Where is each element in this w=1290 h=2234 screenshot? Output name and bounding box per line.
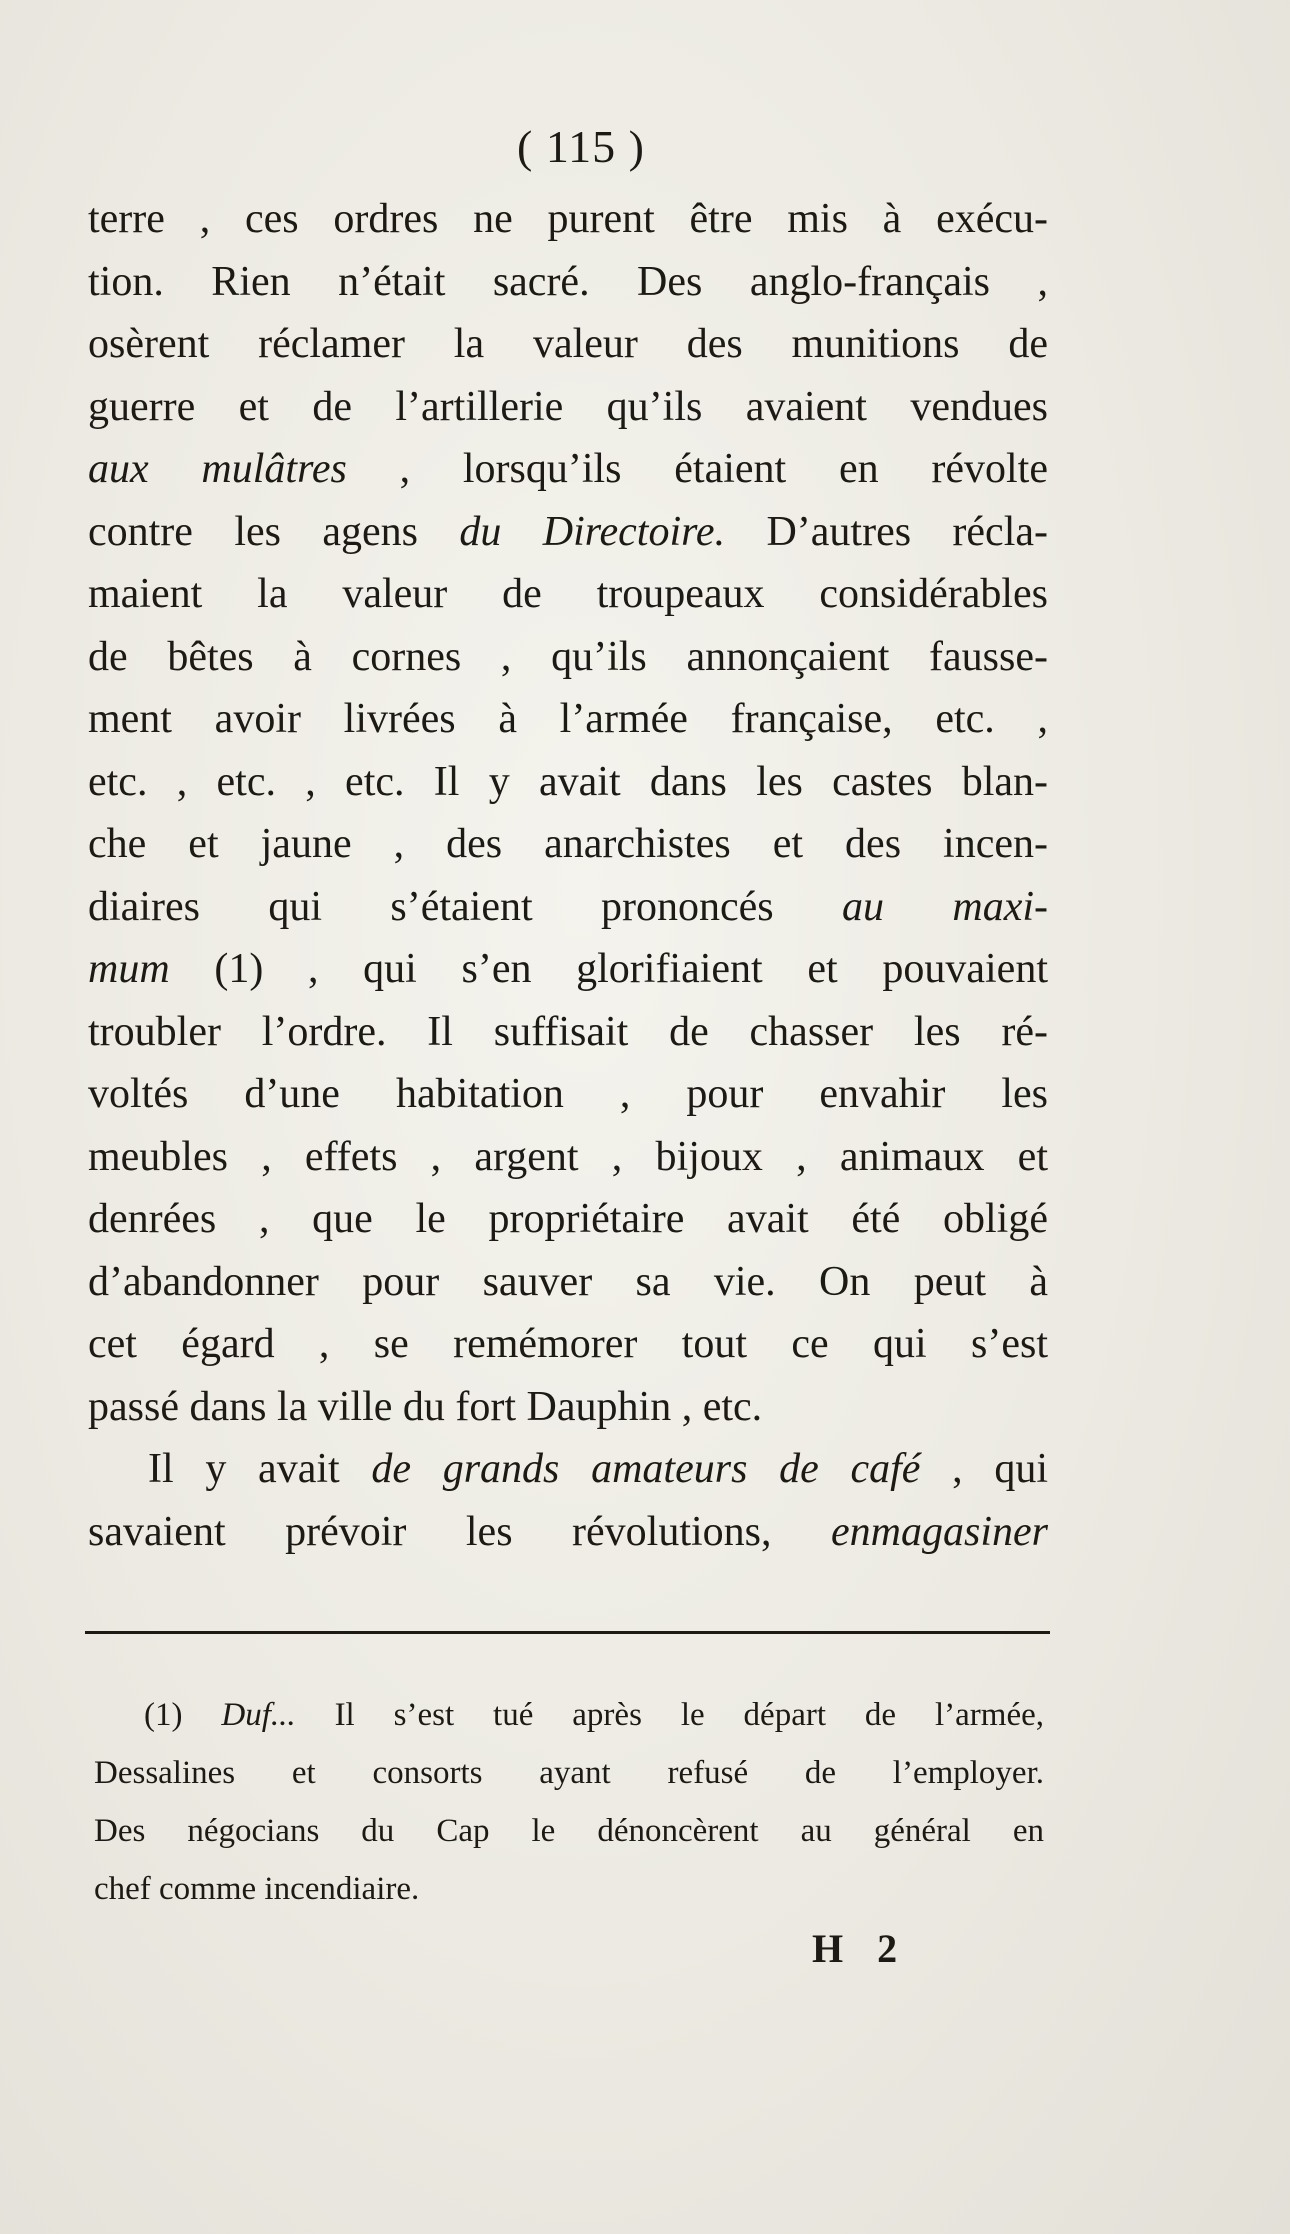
text-segment: Il s’est tué après le départ de l’armée, bbox=[295, 1697, 1044, 1733]
footnote-divider bbox=[85, 1631, 1050, 1634]
text-segment: meubles , effets , argent , bijoux , animaux et bbox=[88, 1133, 1048, 1180]
italic-segment: au maxi- bbox=[842, 883, 1048, 930]
body-line bbox=[88, 813, 1048, 876]
footnote-line bbox=[94, 1744, 1044, 1802]
signature-mark: H 2 bbox=[812, 1926, 910, 1971]
footnote-line bbox=[94, 1686, 1044, 1744]
italic-segment: mum bbox=[88, 946, 170, 992]
italic-segment: aux mulâtres bbox=[88, 446, 347, 492]
text-segment: (1) bbox=[144, 1697, 222, 1733]
footnote-line bbox=[94, 1802, 1044, 1860]
text-segment: Des négocians du Cap le dénoncèrent au général en bbox=[94, 1813, 1044, 1849]
text-segment: diaires qui s’étaient prononcés bbox=[88, 883, 842, 930]
body-line bbox=[88, 626, 1048, 689]
italic-segment: enmagasiner bbox=[831, 1508, 1048, 1555]
text-segment: Il y avait bbox=[148, 1446, 372, 1492]
italic-segment: de grands amateurs de café bbox=[371, 1446, 921, 1492]
body-line bbox=[88, 1313, 1048, 1376]
text-segment: chef comme incendiaire. bbox=[94, 1871, 420, 1907]
text-segment: passé dans la ville du fort Dauphin , etc. bbox=[88, 1383, 763, 1430]
text-segment: troubler l’ordre. Il suffisait de chasser les ré- bbox=[88, 1008, 1048, 1055]
body-line bbox=[88, 1376, 1048, 1439]
body-line bbox=[88, 938, 1048, 1001]
body-line bbox=[88, 1001, 1048, 1064]
body-line bbox=[88, 876, 1048, 939]
body-line bbox=[88, 563, 1048, 626]
body-line bbox=[88, 1188, 1048, 1251]
body-line bbox=[88, 251, 1048, 314]
text-segment: (1) , qui s’en glorifiaient et pouvaient bbox=[169, 946, 1048, 992]
text-segment: ment avoir livrées à l’armée française, etc. , bbox=[88, 696, 1048, 742]
text-segment: etc. , etc. , etc. Il y avait dans les castes blan- bbox=[88, 758, 1048, 805]
body-line bbox=[88, 501, 1048, 564]
text-segment: guerre et de l’artillerie qu’ils avaient vendues bbox=[88, 383, 1048, 430]
body-line bbox=[88, 751, 1048, 814]
text-segment: , qui bbox=[920, 1446, 1049, 1492]
page-number: ( 115 ) bbox=[517, 121, 645, 172]
text-segment: che et jaune , des anarchistes et des incen- bbox=[88, 821, 1048, 867]
body-line bbox=[88, 1063, 1048, 1126]
text-segment: denrées , que le propriétaire avait été obligé bbox=[88, 1196, 1048, 1242]
body-line bbox=[88, 376, 1048, 439]
text-segment: de bêtes à cornes , qu’ils annonçaient fausse- bbox=[88, 633, 1048, 680]
text-segment: Dessalines et consorts ayant refusé de l’employer. bbox=[94, 1755, 1044, 1791]
text-segment: terre , ces ordres ne purent être mis à exécu- bbox=[88, 196, 1048, 242]
footnote-line bbox=[94, 1860, 1044, 1918]
text-segment: savaient prévoir les révolutions, bbox=[88, 1508, 832, 1555]
text-segment: , lorsqu’ils étaient en révolte bbox=[346, 446, 1048, 492]
text-segment: tion. Rien n’était sacré. Des anglo-français , bbox=[88, 258, 1048, 305]
body-line bbox=[88, 1251, 1048, 1314]
text-segment: maient la valeur de troupeaux considérables bbox=[88, 571, 1048, 617]
body-text bbox=[88, 188, 1048, 1563]
body-line bbox=[88, 188, 1048, 251]
footnote bbox=[94, 1686, 1044, 1918]
italic-segment: du Directoire. bbox=[459, 508, 726, 555]
text-segment: d’abandonner pour sauver sa vie. On peut à bbox=[88, 1258, 1048, 1305]
body-line bbox=[88, 1126, 1048, 1189]
body-line bbox=[88, 313, 1048, 376]
body-line bbox=[88, 1501, 1048, 1564]
text-segment: D’autres récla- bbox=[725, 508, 1048, 555]
body-line bbox=[88, 438, 1048, 501]
body-line bbox=[88, 1438, 1048, 1501]
text-segment: osèrent réclamer la valeur des munitions de bbox=[88, 321, 1048, 367]
italic-segment: Duf... bbox=[221, 1697, 296, 1733]
text-segment: cet égard , se remémorer tout ce qui s’est bbox=[88, 1321, 1048, 1367]
body-line bbox=[88, 688, 1048, 751]
text-segment: voltés d’une habitation , pour envahir les bbox=[88, 1071, 1048, 1117]
text-segment: contre les agens bbox=[88, 508, 460, 555]
